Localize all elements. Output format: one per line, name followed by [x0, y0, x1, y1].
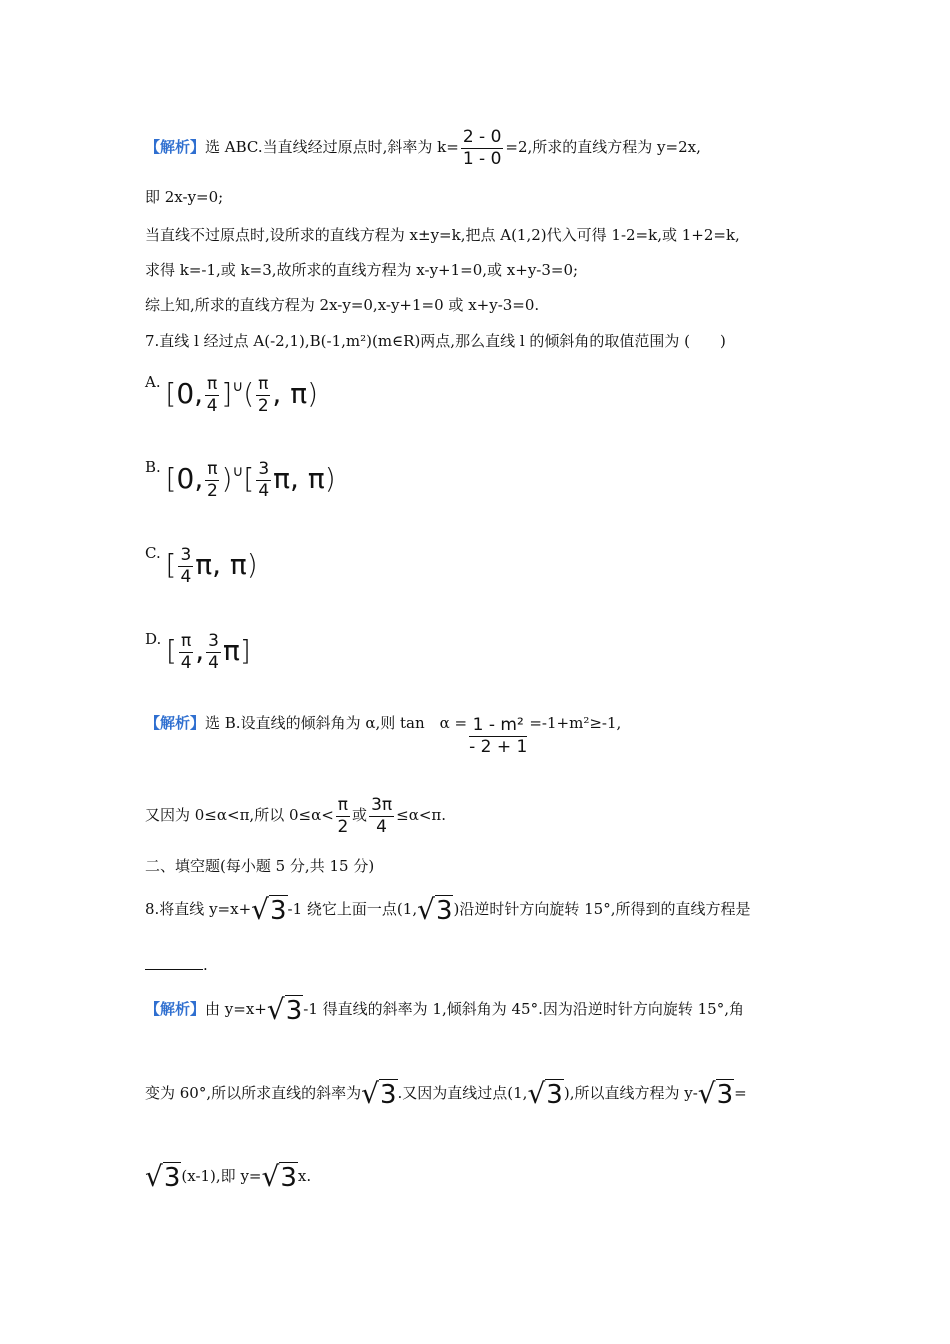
q7-option-b[interactable]	[145, 460, 336, 508]
interval-d	[166, 631, 251, 673]
sol7-line2	[145, 796, 446, 836]
sqrt-3: √3	[145, 1160, 181, 1193]
fraction	[369, 796, 394, 836]
q8-text-a: 8.将直线 y=x+	[145, 900, 252, 918]
fraction-denominator: - 2 + 1	[469, 736, 528, 757]
sol8-text-e: ),所以直线方程为 y-	[563, 1084, 698, 1102]
analysis-tag: 【解析】	[145, 138, 206, 157]
sol7-text-a: 选 B.设直线的倾斜角为 α,则 tan α =	[205, 714, 468, 732]
analysis-tag: 【解析】	[145, 1000, 206, 1018]
value: 0,	[176, 462, 204, 496]
section-heading: 二、填空题(每小题 5 分,共 15 分)	[145, 857, 375, 875]
bracket: [	[165, 377, 177, 411]
sol7-text-b: =-1+m²≥-1,	[529, 714, 622, 732]
q7-option-c[interactable]	[145, 546, 258, 594]
fraction-denominator: 4	[180, 652, 192, 673]
q8-text-b: -1 绕它上面一点(1,	[287, 900, 418, 918]
fraction-numerator: 3	[258, 459, 270, 479]
union-symbol: ∪	[232, 377, 244, 395]
tan-fraction	[469, 716, 527, 756]
bracket: [	[243, 462, 255, 496]
fraction-denominator: 4	[180, 566, 192, 587]
fraction	[205, 375, 219, 415]
or-word: 或	[352, 806, 368, 825]
sol8-text-d: .又因为直线过点(1,	[397, 1084, 528, 1102]
interval-b	[165, 459, 336, 501]
value: π, π	[273, 462, 325, 496]
sol8-text-c: 变为 60°,所以所求直线的斜率为	[145, 1084, 362, 1102]
option-label: A.	[145, 373, 161, 391]
radicand: 3	[379, 1080, 397, 1110]
option-label: C.	[145, 544, 161, 562]
value: π, π	[195, 548, 247, 582]
sqrt-3: √3	[266, 993, 303, 1026]
sqrt-3: √3	[361, 1077, 397, 1110]
bracket: ]	[239, 634, 251, 668]
fraction-denominator: 1 - 0	[462, 148, 502, 169]
comma: ,	[195, 634, 205, 668]
fraction-numerator: π	[258, 374, 269, 394]
bracket: )	[307, 377, 319, 411]
q7-option-d[interactable]	[145, 632, 251, 680]
fraction-denominator: 4	[376, 816, 387, 837]
q7-option-a[interactable]	[145, 375, 318, 423]
value: , π	[272, 377, 308, 411]
fraction-numerator: π	[207, 374, 218, 394]
sol8-text-h: x.	[297, 1167, 312, 1185]
period: .	[203, 956, 208, 974]
radicand: 3	[285, 996, 303, 1026]
fraction	[256, 375, 270, 415]
sol8-text-a: 由 y=x+	[205, 1000, 267, 1018]
fraction-denominator: 2	[206, 480, 218, 501]
radicand: 3	[163, 1163, 181, 1193]
sol8-text-g: (x-1),即 y=	[181, 1167, 262, 1185]
fraction-denominator: 2	[257, 395, 269, 416]
bracket: [	[166, 634, 177, 668]
interval-c	[165, 545, 258, 587]
bracket: )	[246, 548, 258, 582]
fraction-numerator: π	[337, 795, 349, 815]
answer-blank[interactable]	[145, 969, 203, 970]
fraction-denominator: 4	[258, 480, 270, 501]
value: π	[222, 634, 240, 668]
sol8-line3	[145, 1160, 312, 1193]
fraction-denominator: 4	[208, 652, 219, 673]
fraction-denominator: 2	[337, 816, 349, 837]
q8-answer-line[interactable]	[145, 958, 208, 973]
interval-a	[165, 374, 319, 416]
radicand: 3	[270, 896, 287, 926]
radicand: 3	[280, 1163, 297, 1193]
radicand: 3	[435, 896, 453, 926]
sol7-line1	[145, 716, 621, 756]
analysis-tag: 【解析】	[145, 714, 206, 732]
bracket: ]	[221, 377, 233, 411]
fraction	[205, 460, 219, 500]
fraction-numerator: 3π	[371, 795, 393, 815]
sol7-text-c: 又因为 0≤α<π,所以 0≤α<	[145, 806, 334, 825]
fraction-numerator: 1 - m²	[469, 716, 527, 737]
fraction	[206, 632, 221, 672]
option-label: B.	[145, 458, 161, 476]
sqrt-3: √3	[251, 893, 287, 926]
q8-stem	[145, 893, 751, 926]
sol6-line2: 即 2x-y=0;	[145, 188, 224, 206]
sqrt-3: √3	[417, 893, 453, 926]
sqrt-3: √3	[527, 1077, 563, 1110]
sol6-line3: 当直线不过原点时,设所求的直线方程为 x±y=k,把点 A(1,2)代入可得 1-2=k,或 1+2=k,	[145, 226, 740, 244]
sol6-line5: 综上知,所求的直线方程为 2x-y=0,x-y+1=0 或 x+y-3=0.	[145, 296, 540, 314]
fraction-denominator: 4	[206, 395, 218, 416]
bracket: )	[221, 462, 233, 496]
bracket: [	[165, 462, 177, 496]
fraction-numerator: π	[207, 459, 218, 479]
sol6-text-b: =2,所求的直线方程为 y=2x,	[505, 138, 701, 157]
bracket: (	[243, 377, 255, 411]
value: 0,	[176, 377, 204, 411]
fraction-numerator: 3	[180, 545, 192, 565]
fraction	[178, 546, 193, 586]
bracket: [	[165, 548, 177, 582]
sol6-line4: 求得 k=-1,或 k=3,故所求的直线方程为 x-y+1=0,或 x+y-3=0;	[145, 261, 579, 279]
fraction-numerator: 3	[208, 631, 219, 651]
slope-fraction	[461, 128, 504, 168]
sol8-text-b: -1 得直线的斜率为 1,倾斜角为 45°.因为沿逆时针方向旋转 15°,角	[303, 1000, 744, 1018]
fraction-numerator: π	[180, 631, 192, 651]
q8-text-c: )沿逆时针方向旋转 15°,所得到的直线方程是	[453, 900, 751, 918]
option-label: D.	[145, 630, 162, 648]
q7-stem: 7.直线 l 经过点 A(-2,1),B(-1,m²)(m∈R)两点,那么直线 l 的倾斜角的取值范围为 ( )	[145, 332, 726, 350]
fraction	[336, 796, 350, 836]
sol8-text-f: =	[734, 1084, 747, 1102]
union-symbol: ∪	[232, 462, 244, 480]
radicand: 3	[546, 1080, 563, 1110]
bracket: )	[324, 462, 336, 496]
sqrt-3: √3	[261, 1160, 297, 1193]
sol8-line1	[145, 993, 744, 1026]
sol8-line2	[145, 1077, 747, 1110]
fraction	[256, 460, 271, 500]
sol7-text-d: ≤α<π.	[396, 806, 447, 825]
fraction	[179, 632, 193, 672]
sol6-text-a: 选 ABC.当直线经过原点时,斜率为 k=	[205, 138, 459, 157]
sqrt-3: √3	[697, 1077, 734, 1110]
radicand: 3	[716, 1080, 734, 1110]
fraction-numerator: 2 - 0	[462, 127, 502, 147]
sol6-line1	[145, 128, 701, 168]
